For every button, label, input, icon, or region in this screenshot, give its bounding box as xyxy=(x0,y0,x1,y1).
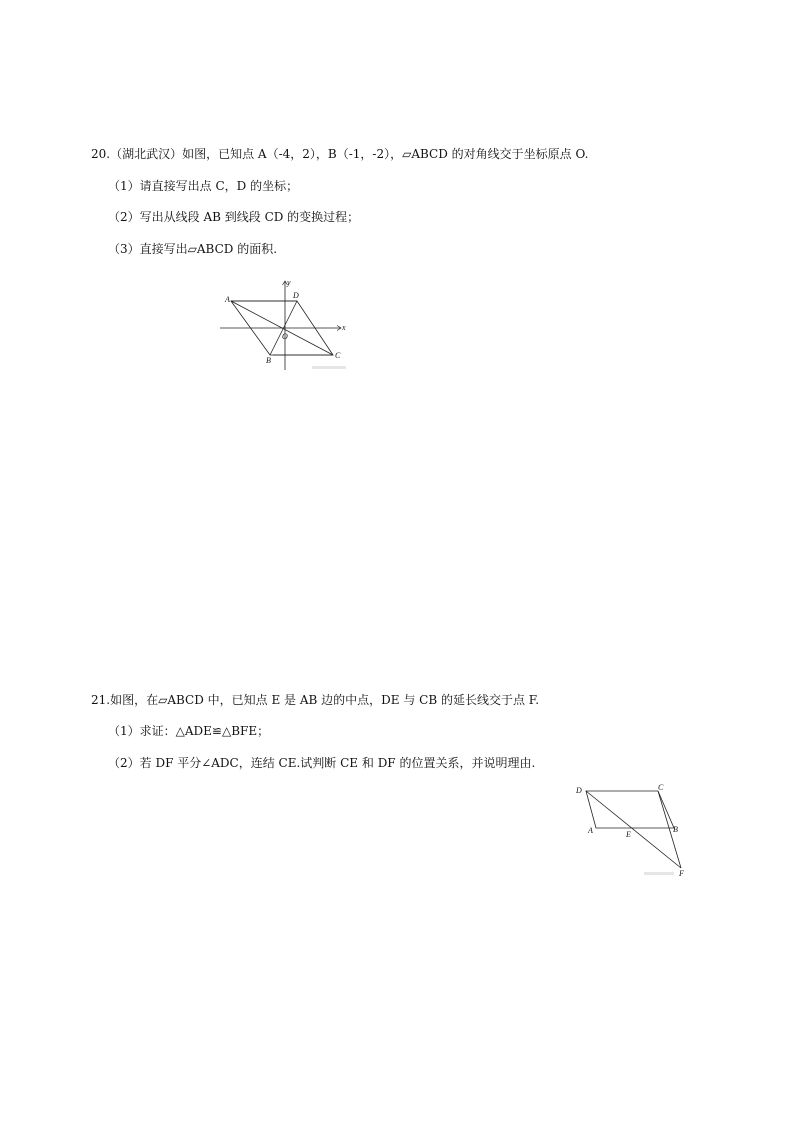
problem-20-figure xyxy=(215,278,355,378)
label-y: y xyxy=(287,278,291,287)
parallelogram-abcd xyxy=(586,791,674,828)
problem-20-stem: 20.（湖北武汉）如图，已知点 A（-4，2），B（-1，-2），▱ABCD 的对角线交于坐标原点 O. xyxy=(91,147,589,161)
problem-21-question-2: （2）若 DF 平分∠ADC，连结 CE.试判断 CE 和 DF 的位置关系，并说明理由. xyxy=(108,756,536,770)
label-b: B xyxy=(266,356,271,365)
label-d: D xyxy=(293,291,299,300)
label-c: C xyxy=(658,783,664,792)
segment-df xyxy=(586,791,681,868)
problem-21-question-1: （1）求证：△ADE≌△BFE； xyxy=(108,724,270,738)
label-a: A xyxy=(225,295,230,304)
problem-21-figure xyxy=(570,782,690,882)
label-x: x xyxy=(342,323,346,332)
label-d: D xyxy=(576,786,582,795)
label-c: C xyxy=(335,351,341,360)
label-b: B xyxy=(673,825,678,834)
label-f: F xyxy=(679,869,684,878)
label-e: E xyxy=(626,830,631,839)
problem-20-question-1: （1）请直接写出点 C，D 的坐标； xyxy=(108,179,299,193)
label-a: A xyxy=(588,826,593,835)
watermark xyxy=(312,366,346,369)
problem-20-question-3: （3）直接写出▱ABCD 的面积. xyxy=(108,242,278,256)
label-o: O xyxy=(282,332,288,341)
watermark xyxy=(644,872,674,875)
problem-21-stem: 21.如图，在▱ABCD 中，已知点 E 是 AB 边的中点，DE 与 CB 的延长线交于点 F. xyxy=(91,693,540,707)
problem-20-question-2: （2）写出从线段 AB 到线段 CD 的变换过程； xyxy=(108,210,360,224)
